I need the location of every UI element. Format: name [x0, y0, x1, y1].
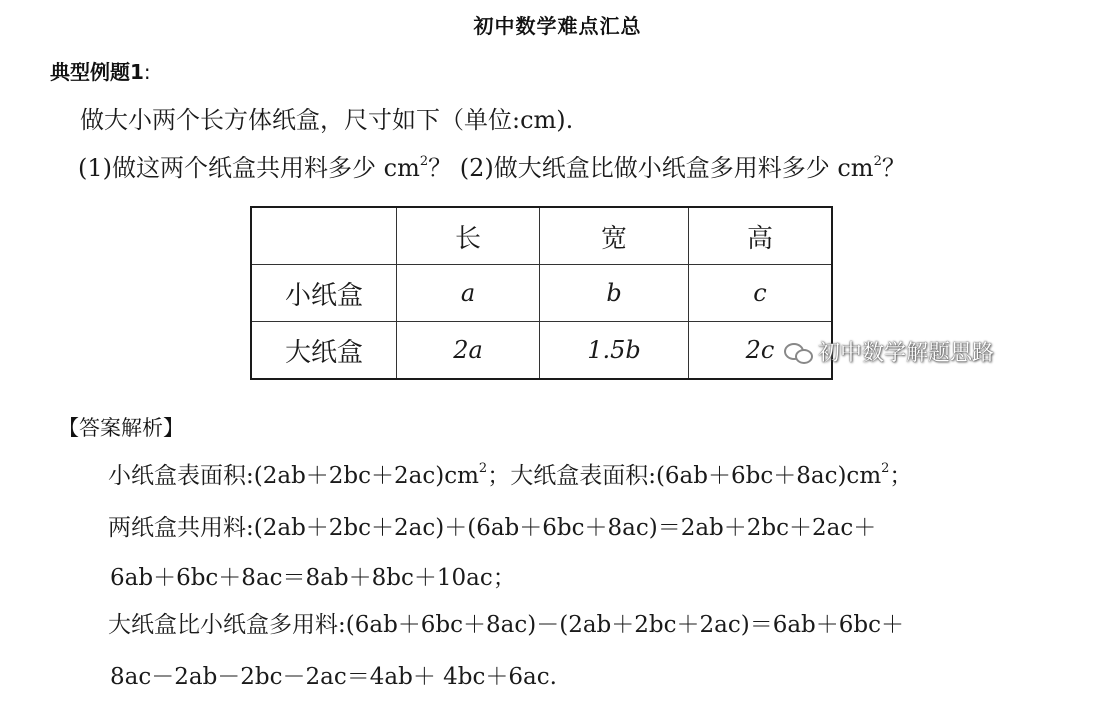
question-1-text: (1)做这两个纸盒共用料多少 cm	[78, 154, 420, 182]
solution-line-2: 两纸盒共用料:(2ab＋2bc＋2ac)＋(6ab＋6bc＋8ac)＝2ab＋2bc＋2ac＋	[108, 515, 877, 541]
solution-line-3: 6ab＋6bc＋8ac＝8ab＋8bc＋10ac；	[110, 565, 516, 591]
table-cell: 2c	[689, 322, 833, 380]
table-corner-cell	[251, 207, 397, 265]
table-header-row	[251, 207, 832, 265]
answer-section-header: 【答案解析】	[58, 416, 184, 440]
unit-exponent-1: 2	[419, 154, 429, 169]
solution-line-5: 8ac－2ab－2bc－2ac＝4ab＋ 4bc＋6ac.	[110, 664, 557, 690]
table-cell: 1.5b	[540, 322, 689, 380]
table-row-large-box	[251, 322, 832, 380]
unit-exponent-2: 2	[873, 154, 882, 169]
unit-exponent: 2	[881, 461, 890, 476]
table-cell: a	[397, 265, 540, 322]
problem-statement-line-2	[78, 148, 906, 183]
question-2-text: ？ (2)做大纸盒比做小纸盒多用料多少 cm	[428, 154, 874, 182]
question-end-mark: ？	[881, 154, 906, 182]
watermark	[784, 336, 994, 367]
solution-line-1	[108, 457, 912, 490]
table-row-label: 大纸盒	[251, 322, 397, 380]
table-header-length: 长	[397, 207, 540, 265]
line-end-mark: ；	[889, 463, 913, 489]
small-box-area-text: 小纸盒表面积:(2ab＋2bc＋2ac)cm	[108, 463, 479, 489]
solution-line-4: 大纸盒比小纸盒多用料:(6ab＋6bc＋8ac)－(2ab＋2bc＋2ac)＝6ab＋6bc＋	[108, 612, 905, 638]
table-header-width: 宽	[540, 207, 689, 265]
table-row-label: 小纸盒	[251, 265, 397, 322]
example-label-colon: :	[143, 60, 151, 84]
table-cell: 2a	[397, 322, 540, 380]
problem-statement-line-1: 做大小两个长方体纸盒，尺寸如下（单位:cm).	[80, 106, 574, 134]
large-box-area-text: ；大纸盒表面积:(6ab＋6bc＋8ac)cm	[487, 463, 882, 489]
table-cell: b	[540, 265, 689, 322]
example-label	[50, 56, 151, 85]
unit-exponent: 2	[478, 461, 488, 476]
page-title: 初中数学难点汇总	[473, 14, 642, 38]
table-cell: c	[689, 265, 833, 322]
table-row-small-box	[251, 265, 832, 322]
wechat-icon	[784, 341, 812, 363]
example-label-text: 典型例题1	[50, 60, 144, 84]
table-header-height: 高	[689, 207, 833, 265]
watermark-text: 初中数学解题思路	[818, 341, 995, 366]
dimension-table	[250, 206, 833, 380]
